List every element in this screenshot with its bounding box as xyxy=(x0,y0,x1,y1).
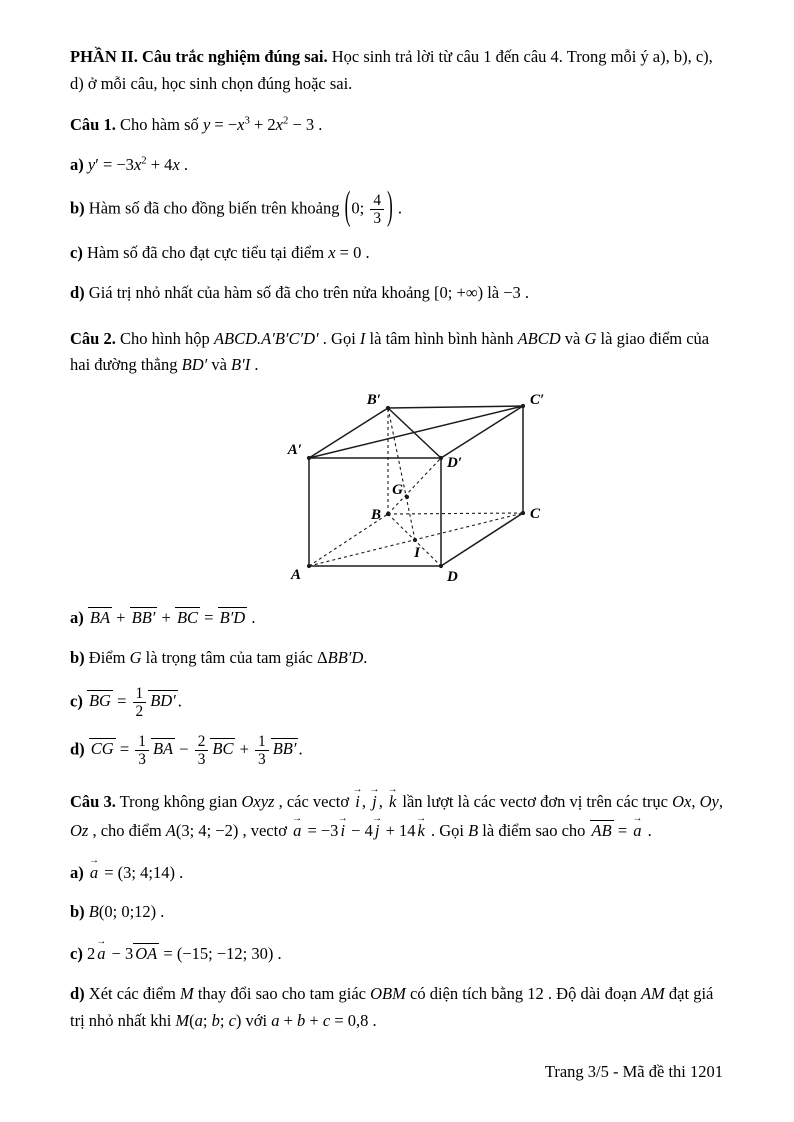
figure-vertex-dot xyxy=(521,404,525,408)
figure-edge xyxy=(388,408,415,540)
question-2-item-c: c) BG = $\frac{1}{2}$ BD′ . xyxy=(70,684,182,720)
figure-vertex-dot xyxy=(386,406,390,410)
question-1 xyxy=(70,112,723,306)
figure-edge xyxy=(388,408,441,458)
figure-label: G xyxy=(392,482,403,499)
question-2-item-d: d) CG = $\frac{1}{3}$ BA − $\frac{2}{3}$ BC + $\frac{1}{3}$ BB′ . xyxy=(70,732,303,769)
figure-vertex-dot xyxy=(521,511,525,515)
figure-edge xyxy=(441,513,523,566)
question-2 xyxy=(70,326,723,769)
figure-vertex-dot xyxy=(413,538,417,542)
figure-vertex-dot xyxy=(386,512,390,516)
figure-label: I xyxy=(414,545,420,562)
figure-edge xyxy=(309,408,388,458)
figure-vertex-dot xyxy=(439,564,443,568)
question-3-item-b: b) B(0; 0;12) . xyxy=(70,902,165,922)
box-figure-svg xyxy=(285,392,555,590)
figure-vertex-dot xyxy=(439,456,443,460)
figure-label: D′ xyxy=(447,455,463,472)
figure-edge xyxy=(309,406,523,458)
figure-vertex-dot xyxy=(405,495,409,499)
question-3-item-d: d) Xét các điểm M thay đổi sao cho tam giác OBM có diện tích bằng 12 . Độ dài đoạn AM đạt giá trị nhỏ nhất khi M(a; b; c) với a + b + c = 0,8 . xyxy=(70,983,714,1030)
figure-vertex-dot xyxy=(307,456,311,460)
figure-vertex-dot xyxy=(307,564,311,568)
figure-edge xyxy=(388,513,523,514)
figure-edge xyxy=(441,406,523,458)
question-3-item-a: a) a → = (3; 4;14) . xyxy=(70,858,723,887)
question-2-item-a: a) BA + BB′ + BC = B′D . xyxy=(70,608,256,628)
question-1-intro: Câu 1. Cho hàm số $y = -x^3 + 2x^2 - 3$ . xyxy=(70,114,323,135)
figure-label: B xyxy=(370,507,381,524)
question-1-item-b: b) Hàm số đã cho đồng biến trên khoảng (0; $\frac{4}{3}$ ) . xyxy=(70,183,402,229)
figure-label: C′ xyxy=(530,392,545,409)
section-header: PHẦN II. Câu trắc nghiệm đúng sai. Học sinh trả lời từ câu 1 đến câu 4. Trong mỗi ý a), b), c), d) ở mỗi câu, học sinh chọn đúng hoặc sai. xyxy=(70,47,713,93)
question-3-item-c: c) 2 a → − 3 OA = (−15; −12; 30) . xyxy=(70,939,723,968)
box-figure xyxy=(285,392,555,595)
figure-label: D xyxy=(447,569,458,586)
figure-label: C xyxy=(530,506,541,523)
question-3 xyxy=(70,787,723,1034)
question-1-item-a: a) $y' = -3x^2 + 4x$ . xyxy=(70,154,189,175)
question-1-item-c: c) Hàm số đã cho đạt cực tiểu tại điểm x = 0 . xyxy=(70,243,370,263)
figure-label: A xyxy=(290,567,301,584)
question-1-item-d: d) Giá trị nhỏ nhất của hàm số đã cho trên nửa khoảng [0; +∞) là −3 . xyxy=(70,282,530,302)
question-2-item-b: b) Điểm G là trọng tâm của tam giác ΔBB′D. xyxy=(70,647,368,667)
page-footer: Trang 3/5 - Mã đề thi 1201 xyxy=(544,1062,723,1081)
question-3-intro: Câu 3. Trong không gian Oxyz , các vectơ i → , j → , k → lần lượt là các vectơ đơn vị trên các trục Ox, Oy, Oz , cho điểm A(3; 4; −2) , vectơ a → = −3 i → − 4 j → + 14 k → . Gọi B là điểm sao cho AB = a → . xyxy=(70,787,723,844)
figure-edge xyxy=(388,406,523,408)
question-2-intro: Câu 2. Cho hình hộp ABCD.A′B′C′D′ . Gọi I là tâm hình bình hành ABCD và G là giao điểm của hai đường thẳng BD′ và B′I . xyxy=(70,328,710,375)
figure-label: B′ xyxy=(366,392,381,409)
figure-label: A′ xyxy=(287,442,302,459)
